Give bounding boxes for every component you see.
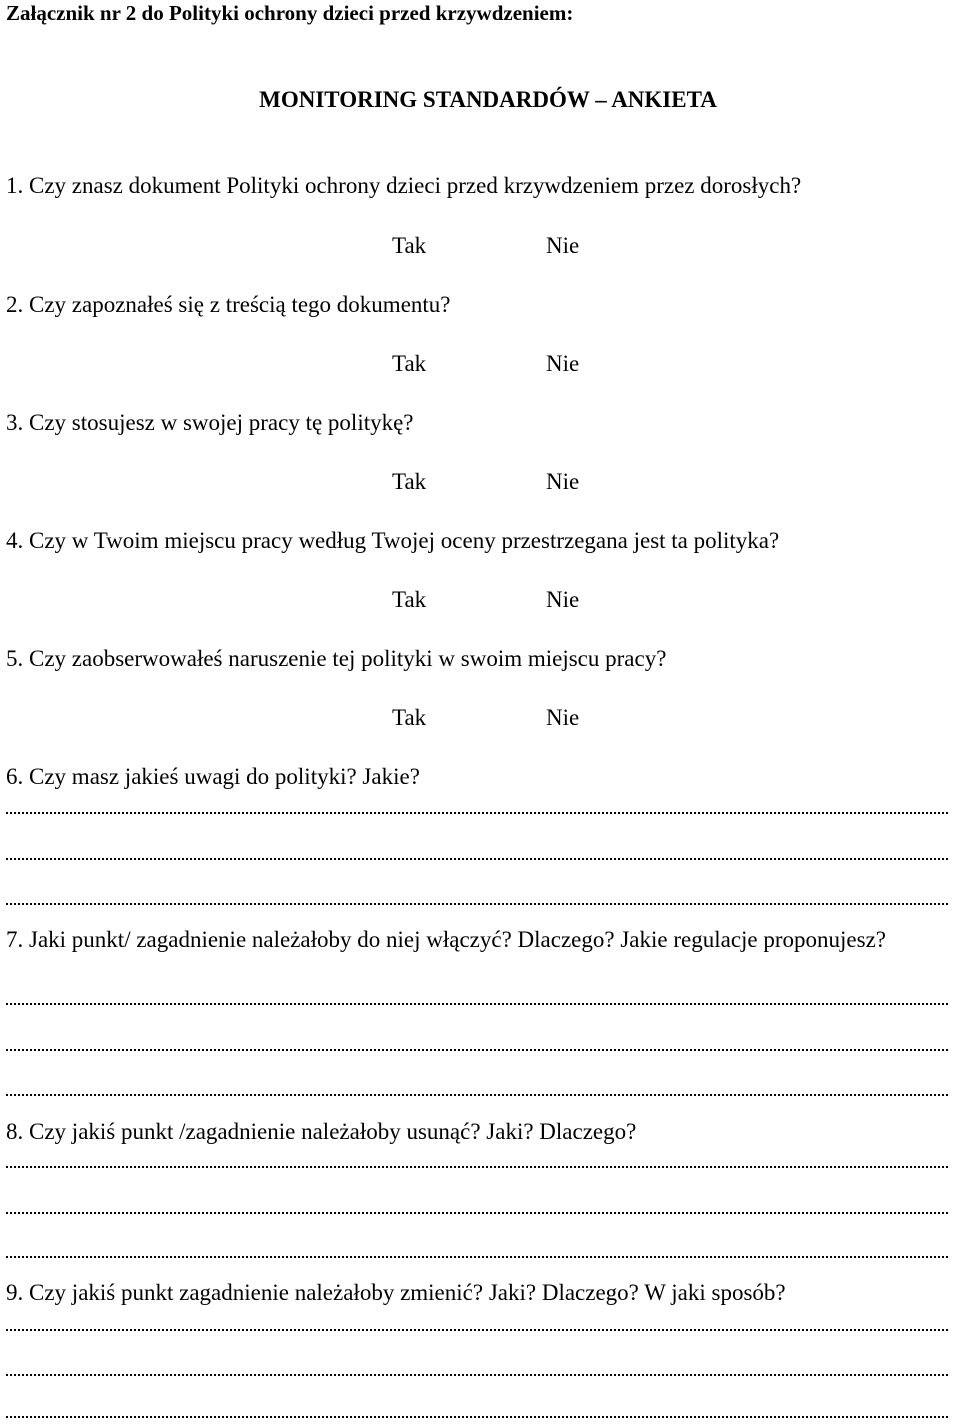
answer-line-6b[interactable] [6,858,948,860]
survey-title: MONITORING STANDARDÓW – ANKIETA [259,87,717,112]
answer-line-9b[interactable] [6,1374,948,1376]
question-3: 3. Czy stosujesz w swojej pracy tę politykę? [6,410,414,435]
question-6: 6. Czy masz jakieś uwagi do polityki? Jakie? [6,764,420,789]
answer-line-6a[interactable] [6,812,948,814]
answer-yes-3[interactable]: Tak [392,469,427,494]
question-5: 5. Czy zaobserwowałeś naruszenie tej polityki w swoim miejscu pracy? [6,646,667,671]
answer-line-7b[interactable] [6,1049,948,1051]
answer-no-1[interactable]: Nie [546,233,580,258]
answer-no-4[interactable]: Nie [546,587,580,612]
answer-line-9c[interactable] [6,1416,948,1418]
answer-line-7a[interactable] [6,1003,948,1005]
answer-no-3[interactable]: Nie [546,469,580,494]
question-4: 4. Czy w Twoim miejscu pracy według Twojej oceny przestrzegana jest ta polityka? [6,528,780,553]
answer-yes-2[interactable]: Tak [392,351,427,376]
answer-no-5[interactable]: Nie [546,705,580,730]
question-1: 1. Czy znasz dokument Polityki ochrony dzieci przed krzywdzeniem przez dorosłych? [6,173,802,198]
answer-yes-1[interactable]: Tak [392,233,427,258]
answer-line-9a[interactable] [6,1329,948,1331]
attachment-heading: Załącznik nr 2 do Polityki ochrony dzieci przed krzywdzeniem: [6,1,574,25]
answer-no-2[interactable]: Nie [546,351,580,376]
answer-line-6c[interactable] [6,903,948,905]
answer-line-7c[interactable] [6,1094,948,1096]
question-2: 2. Czy zapoznałeś się z treścią tego dokumentu? [6,292,451,317]
answer-line-8c[interactable] [6,1256,948,1258]
answer-line-8a[interactable] [6,1166,948,1168]
question-8: 8. Czy jakiś punkt /zagadnienie należałoby usunąć? Jaki? Dlaczego? [6,1119,637,1144]
answer-yes-5[interactable]: Tak [392,705,427,730]
question-7: 7. Jaki punkt/ zagadnienie należałoby do niej włączyć? Dlaczego? Jakie regulacje proponujesz? [6,927,886,952]
answer-yes-4[interactable]: Tak [392,587,427,612]
question-9: 9. Czy jakiś punkt zagadnienie należałoby zmienić? Jaki? Dlaczego? W jaki sposób? [6,1280,786,1305]
answer-line-8b[interactable] [6,1212,948,1214]
